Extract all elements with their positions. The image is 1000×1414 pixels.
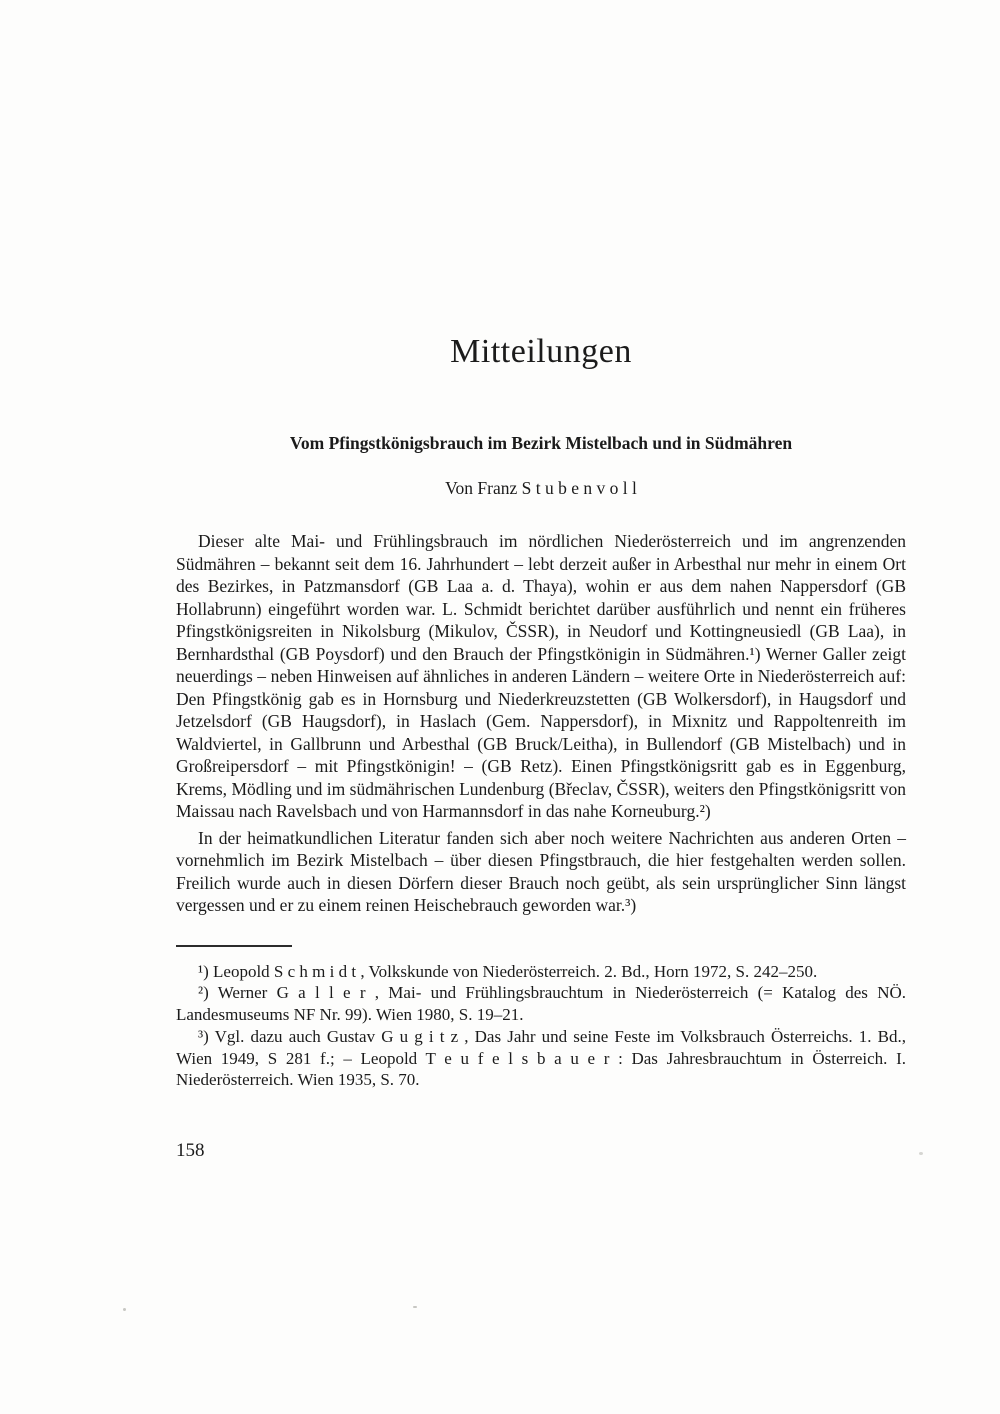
article-title: Vom Pfingstkönigsbrauch im Bezirk Mistelbach und in Südmähren: [289, 433, 793, 453]
footnote-2: ²) Werner G a l l e r , Mai- und Frühlingsbrauchtum in Niederösterreich (= Katalog des NÖ. Landesmuseums NF Nr. 99). Wien 1980, S. 19–21.: [176, 983, 906, 1025]
paragraph-2: In der heimatkundlichen Literatur fanden sich aber noch weitere Nachrichten aus anderen Orten – vornehmlich im Bezirk Mistelbach – über diesen Pfingstbrauch, die hier festgehalten werden sollen. Freilich wurde auch in diesen Dörfern dieser Brauch noch geübt, als sein ursprünglicher Sinn längst vergessen und er zu einem reinen Heischebrauch geworden war.³): [176, 827, 906, 915]
scan-artifact: [919, 1152, 923, 1155]
byline: Von Franz S t u b e n v o l l: [445, 478, 637, 498]
scan-artifact: [413, 1306, 417, 1308]
scan-artifact: [123, 1308, 126, 1311]
footnote-1: ¹) Leopold S c h m i d t , Volkskunde von Niederösterreich. 2. Bd., Horn 1972, S. 242–250.: [198, 961, 818, 981]
paragraph-1: Dieser alte Mai- und Frühlingsbrauch im nördlichen Niederösterreich und im angrenzenden Südmähren – bekannt seit dem 16. Jahrhundert – lebt derzeit außer in Arbesthal nur mehr in einem Ort des Bezirkes, in Patzmansdorf (GB Laa a. d. Thaya), wohin er aus dem nahen Nappersdorf (GB Hollabrunn) eingeführt worden war. L. Schmidt berichtet darüber ausführlich und nennt ein früheres Pfingstkönigsreiten in Nikolsburg (Mikulov, ČSSR), in Neudorf und Kottingneusiedl (GB Laa), in Bernhardsthal (GB Poysdorf) und den Brauch der Pfingstkönigin in Südmähren.¹) Werner Galler zeigt neuerdings – neben Hinweisen auf ähnliches in anderen Ländern – weitere Orte in Niederösterreich auf: Den Pfingstkönig gab es in Hornsburg und Niederkreuzstetten (GB Wolkersdorf), in Haugsdorf und Jetzelsdorf (GB Haugsdorf), in Haslach (Gem. Nappersdorf), in Mixnitz und Rappoltenreith im Waldviertel, in Gallbrunn und Arbesthal (GB Bruck/Leitha), in Bullendorf (GB Mistelbach) und in Großreipersdorf – mit Pfingstkönigin! – (GB Retz). Einen Pfingstkönigsritt gab es in Eggenburg, Krems, Mödling und im südmährischen Lundenburg (Břeclav, ČSSR), weiters den Pfingstkönigsritt von Maissau nach Ravelsbach und von Harmannsdorf in das nahe Korneuburg.²): [176, 531, 906, 821]
footnote-3: ³) Vgl. dazu auch Gustav G u g i t z , Das Jahr und seine Feste im Volksbrauch Österreichs. 1. Bd., Wien 1949, S 281 f.; – Leopold T e u f e l s b a u e r : Das Jahresbrauchtum in Österreich. I. Niederösterreich. Wien 1935, S. 70.: [176, 1026, 906, 1090]
footnote-divider: [176, 945, 292, 947]
footnotes-section: [176, 961, 906, 1092]
page-number: 158: [176, 1140, 205, 1162]
section-title: Mitteilungen: [450, 333, 632, 370]
text-block: [176, 0, 906, 1163]
